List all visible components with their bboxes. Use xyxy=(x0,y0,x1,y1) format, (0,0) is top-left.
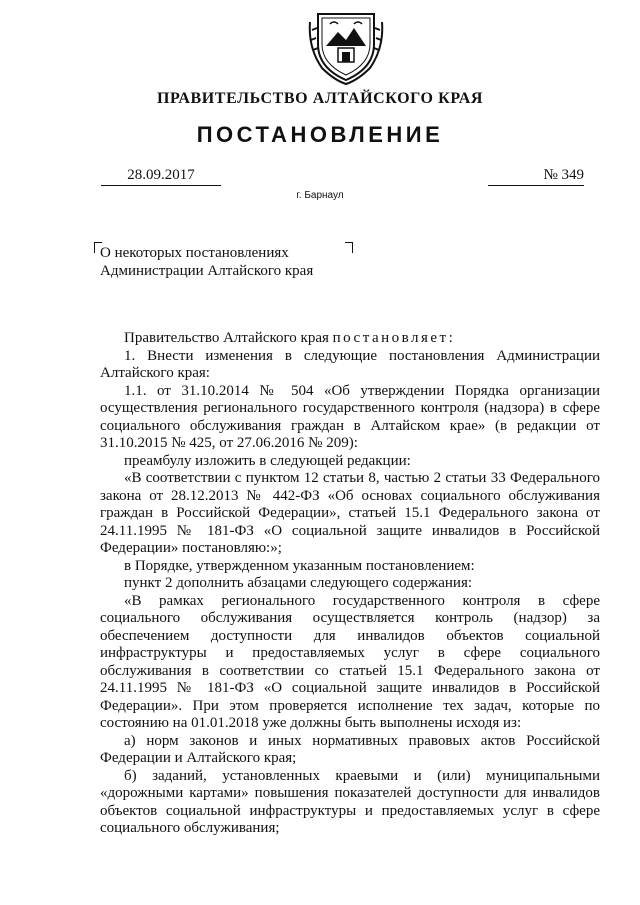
document-type-title: ПОСТАНОВЛЕНИЕ xyxy=(196,122,444,147)
body-paragraph: преамбулу изложить в следующей редакции: xyxy=(124,452,411,469)
body-paragraph: а) норм законов и иных нормативных правовых актов Российской Федерации и Алтайского края; xyxy=(100,732,600,766)
body-paragraph: пункт 2 дополнить абзацами следующего содержания: xyxy=(124,575,473,591)
body-paragraph: «В соответствии с пунктом 12 статьи 8, частью 2 статьи 33 Федерального закона от 28.12.2013 № 442-ФЗ «Об основах социального обслуживания граждан в Российской Федерации», статьей 15.1 Федерального закона от 24.11.1995 № 181-ФЗ «О социальной защите инвалидов в Российской Федерации» постановляю:»; xyxy=(100,470,600,556)
document-date: 28.09.2017 xyxy=(101,165,221,186)
organization-title: ПРАВИТЕЛЬСТВО АЛТАЙСКОГО КРАЯ xyxy=(156,90,484,107)
document-number: № 349 xyxy=(488,165,584,186)
document-body xyxy=(100,330,600,838)
coat-of-arms-emblem xyxy=(308,8,384,86)
body-paragraph: 1.1. от 31.10.2014 № 504 «Об утверждении Порядка организации осуществления регионального государственного контроля (надзора) в сфере социального обслуживания граждан в Алтайском крае» (в редакции от 31.10.2015 № 425, от 27.06.2016 № 209): xyxy=(100,382,600,451)
preamble-verb: постановляет: xyxy=(332,330,456,346)
body-paragraph: «В рамках регионального государственного контроля в сфере социального обслуживания осуществляется контроль (надзор) за обеспечением доступности для инвалидов объектов социальной инфраструктуры и предоставляемых услуг в сфере социального обслуживания в соответствии со статьей 15.1 Федерального закона от 24.11.1995 № 181-ФЗ «О социальной защите инвалидов в Российской Федерации». При этом проверяется исполнение тех задач, которые по состоянию на 01.01.2018 уже должны быть выполнены исходя из: xyxy=(100,592,600,731)
preamble-lead: Правительство Алтайского края xyxy=(124,330,329,346)
body-paragraph: 1. Внести изменения в следующие постановления Администрации Алтайского края: xyxy=(100,347,600,381)
preamble-paragraph xyxy=(100,330,600,348)
body-paragraph: в Порядке, утвержденном указанным постановлением: xyxy=(124,557,475,574)
document-city: г. Барнаул xyxy=(296,190,344,201)
body-paragraph: б) заданий, установленных краевыми и (или) муниципальными «дорожными картами» повышения показателей доступности для инвалидов объектов социальной инфраструктуры и предоставляемых услуг в сфере социального обслуживания; xyxy=(100,767,600,836)
document-subject: О некоторых постановлениях Администрации Алтайского края xyxy=(100,245,314,279)
